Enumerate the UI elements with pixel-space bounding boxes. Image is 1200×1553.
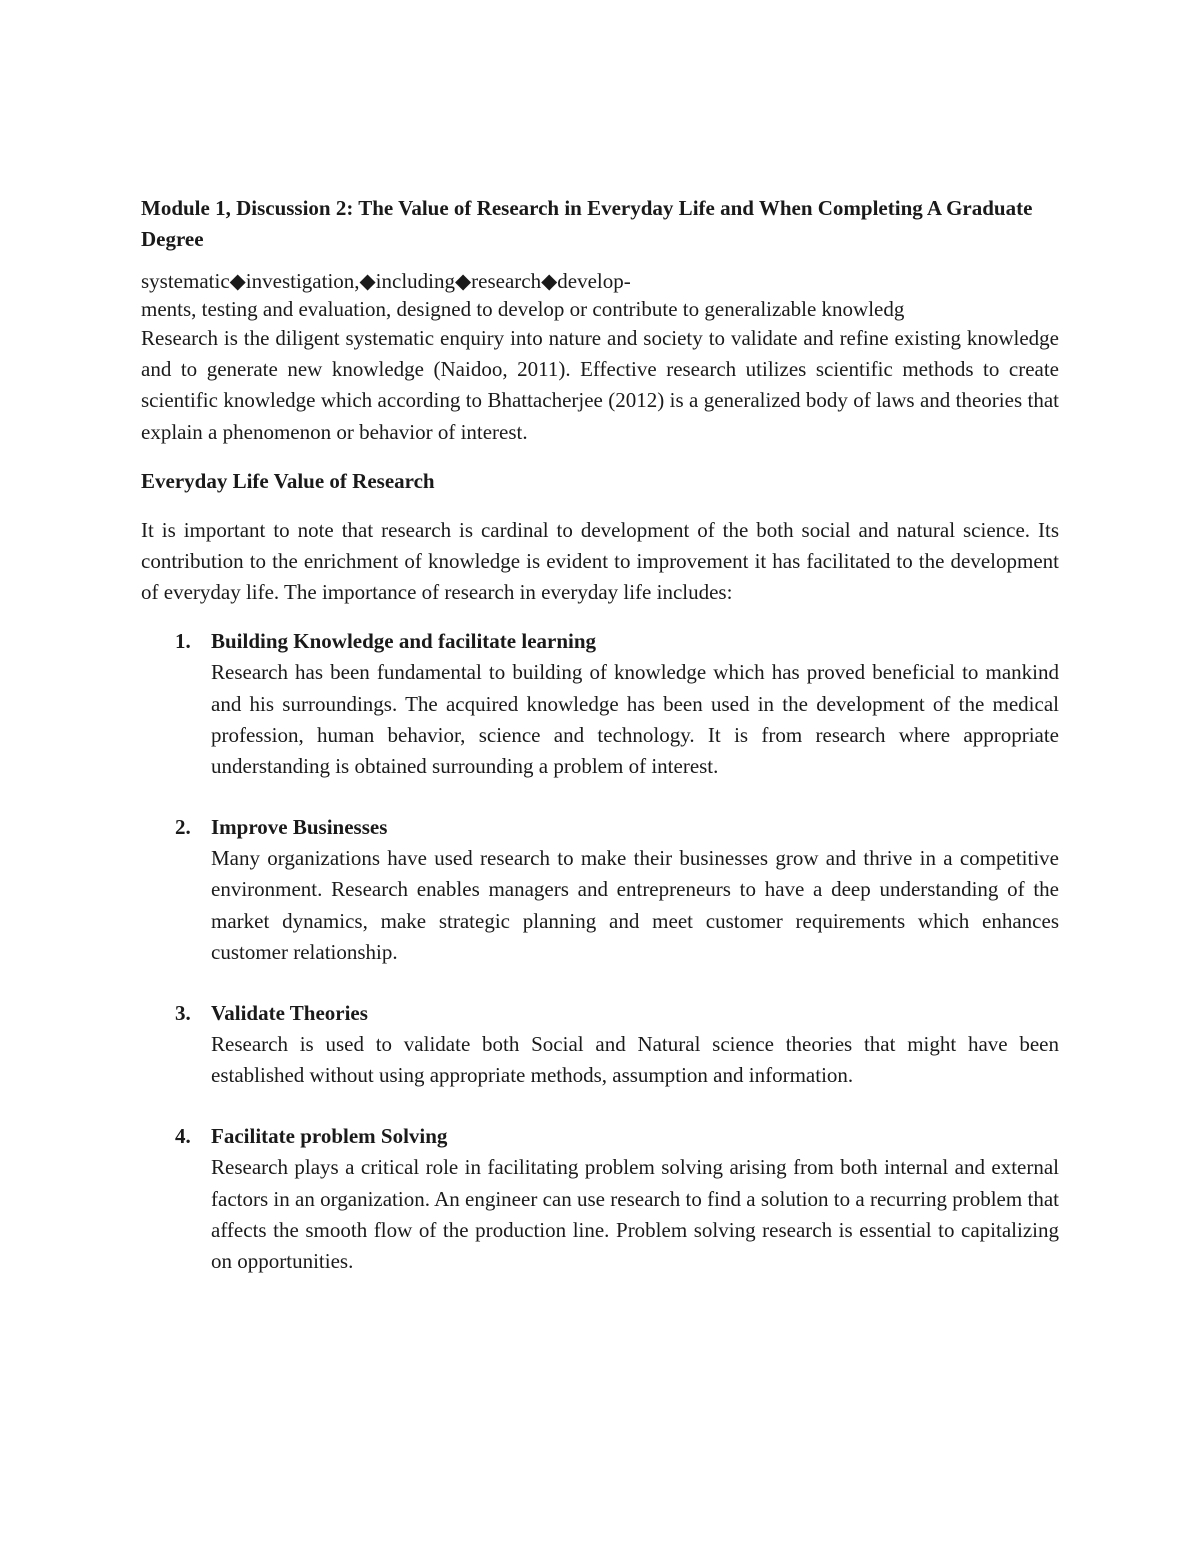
list-item-body: Research has been fundamental to building of knowledge which has proved beneficial to mankind and his surroundings. The acquired knowledge has been used in the development of the medical profession, human behavior, science and technology. It is from research where appropriate understanding is obtained surrounding a problem of interest.: [211, 660, 1059, 779]
list-item-number: 4.: [175, 1124, 191, 1149]
list-item-heading: Validate Theories: [211, 1001, 368, 1026]
list-item-heading: Building Knowledge and facilitate learning: [211, 629, 597, 654]
document-title: Module 1, Discussion 2: The Value of Research in Everyday Life and When Completing A Graduate Degree: [141, 196, 1033, 251]
value-list: [141, 626, 1059, 1277]
definition-fragment: [141, 267, 1059, 323]
section-paragraph: It is important to note that research is cardinal to development of the both social and natural science. Its contribution to the enrichment of knowledge is evident to improvement it has facilitated to the development of everyday life. The importance of research in everyday life includes:: [141, 517, 1059, 605]
intro-paragraph: Research is the diligent systematic enquiry into nature and society to validate and refine existing knowledge and to generate new knowledge (Naidoo, 2011). Effective research utilizes scientific methods to create scientific knowledge which according to Bhattacherjee (2012) is a generalized body of laws and theories that explain a phenomenon or behavior of interest.: [141, 326, 1059, 444]
list-item: [141, 998, 1059, 1091]
list-item: [141, 812, 1059, 968]
list-item-number: 3.: [175, 1001, 191, 1026]
definition-fragment-line-2: ments, testing and evaluation, designed to develop or contribute to generalizable knowledg: [141, 297, 905, 321]
list-item-heading: Facilitate problem Solving: [211, 1124, 448, 1149]
list-item-number: 1.: [175, 629, 191, 654]
list-item-number: 2.: [175, 815, 191, 840]
list-item-body: Many organizations have used research to make their businesses grow and thrive in a competitive environment. Research enables managers and entrepreneurs to have a deep understanding of the market dynamics, make strategic planning and meet customer requirements which enhances customer relationship.: [211, 846, 1059, 964]
list-item-body: Research plays a critical role in facilitating problem solving arising from both internal and external factors in an organization. An engineer can use research to find a solution to a recurring problem that affects the smooth flow of the production line. Problem solving research is essential to capitalizing on opportunities.: [211, 1155, 1059, 1274]
list-item: [141, 1121, 1059, 1277]
list-item: [141, 626, 1059, 782]
list-item-body: Research is used to validate both Social and Natural science theories that might have been established without using appropriate methods, assumption and information.: [211, 1032, 1059, 1088]
list-item-heading: Improve Businesses: [211, 815, 388, 840]
document-page: [141, 193, 1059, 1307]
section-heading: Everyday Life Value of Research: [141, 468, 435, 493]
definition-fragment-line-1: systematic◆investigation,◆including◆research◆develop-: [141, 269, 631, 293]
